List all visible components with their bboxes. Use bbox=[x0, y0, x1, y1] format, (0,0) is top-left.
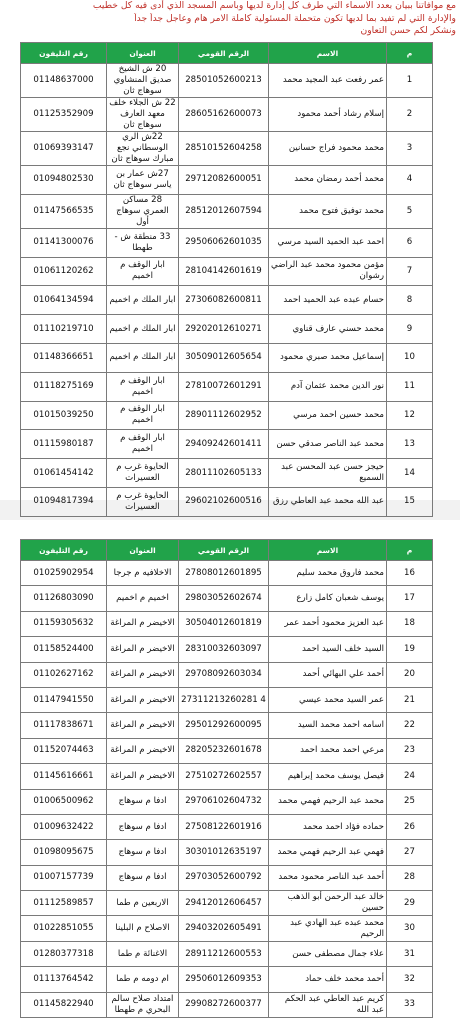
table-row bbox=[21, 992, 433, 1017]
row-national-id: 29712082600051 bbox=[179, 166, 269, 195]
col-header-num: م bbox=[387, 540, 433, 561]
table-row bbox=[21, 967, 433, 992]
row-phone: 01145616661 bbox=[21, 764, 107, 789]
table-row bbox=[21, 916, 433, 941]
table-row bbox=[21, 738, 433, 763]
col-header-phone: رقم التليفون bbox=[21, 43, 107, 64]
row-phone: 01007157739 bbox=[21, 865, 107, 890]
row-address: ابار الوقف م اخميم bbox=[107, 257, 179, 286]
row-address: الاربعين م طما bbox=[107, 891, 179, 916]
row-address: ادفا م سوهاج bbox=[107, 865, 179, 890]
row-phone: 01064134594 bbox=[21, 286, 107, 315]
row-number: 17 bbox=[387, 586, 433, 611]
row-national-id: 27808012601895 bbox=[179, 561, 269, 586]
table-row bbox=[21, 687, 433, 712]
row-address: الاخيضر م المراغة bbox=[107, 637, 179, 662]
row-number: 20 bbox=[387, 662, 433, 687]
row-name: محمد حسين احمد مرسي bbox=[269, 401, 387, 430]
table-row bbox=[21, 430, 433, 459]
table-row bbox=[21, 637, 433, 662]
row-address: اخميم م اخميم bbox=[107, 586, 179, 611]
row-national-id: 29412012606457 bbox=[179, 891, 269, 916]
row-phone: 01145822940 bbox=[21, 992, 107, 1017]
row-name: محمد توفيق فتوح محمد bbox=[269, 194, 387, 228]
row-national-id: 28605162600073 bbox=[179, 98, 269, 132]
row-phone: 01141300076 bbox=[21, 228, 107, 257]
table-row bbox=[21, 789, 433, 814]
table-header-row bbox=[21, 540, 433, 561]
row-name: محمد عبد الرحيم فهمي محمد bbox=[269, 789, 387, 814]
row-phone: 01094802530 bbox=[21, 166, 107, 195]
table-row bbox=[21, 194, 433, 228]
row-national-id: 28512012607594 bbox=[179, 194, 269, 228]
table-row bbox=[21, 459, 433, 488]
row-national-id: 28205232601678 bbox=[179, 738, 269, 763]
row-phone: 01280377318 bbox=[21, 941, 107, 966]
row-address: الاخيضر م المراغة bbox=[107, 713, 179, 738]
row-national-id: 29708092603034 bbox=[179, 662, 269, 687]
row-number: 32 bbox=[387, 967, 433, 992]
col-header-name: الاسم bbox=[269, 540, 387, 561]
row-name: محمد فاروق محمد سليم bbox=[269, 561, 387, 586]
row-number: 26 bbox=[387, 814, 433, 839]
row-address: ابار الملك م اخميم bbox=[107, 286, 179, 315]
table-row bbox=[21, 257, 433, 286]
table-row bbox=[21, 941, 433, 966]
row-number: 5 bbox=[387, 194, 433, 228]
row-name: عبد الله محمد عبد العاطي رزق bbox=[269, 487, 387, 516]
row-address: الحايوة غرب م العسيرات bbox=[107, 459, 179, 488]
row-national-id: 30509012605654 bbox=[179, 343, 269, 372]
row-address: ادفا م سوهاج bbox=[107, 789, 179, 814]
row-phone: 01112589857 bbox=[21, 891, 107, 916]
row-name: محمد عبد الناصر صدقي حسن bbox=[269, 430, 387, 459]
row-national-id: 28510152604258 bbox=[179, 132, 269, 166]
row-phone: 01125352909 bbox=[21, 98, 107, 132]
row-phone: 01113764542 bbox=[21, 967, 107, 992]
row-number: 22 bbox=[387, 713, 433, 738]
row-name: عبد العزيز محمود أحمد عمر bbox=[269, 611, 387, 636]
row-name: محمد محمود فراج حسانين bbox=[269, 132, 387, 166]
row-number: 16 bbox=[387, 561, 433, 586]
row-name: نور الدين محمد عثمان آدم bbox=[269, 372, 387, 401]
row-name: فهمي عبد الرحيم فهمي محمد bbox=[269, 840, 387, 865]
row-name: محمد حسني عارف قناوي bbox=[269, 315, 387, 344]
row-number: 15 bbox=[387, 487, 433, 516]
row-number: 12 bbox=[387, 401, 433, 430]
row-name: عمر السيد محمد عيسي bbox=[269, 687, 387, 712]
row-national-id: 27508122601916 bbox=[179, 814, 269, 839]
row-number: 11 bbox=[387, 372, 433, 401]
note-line-1: مع موافاتنا ببيان بعدد الاسماء التي طرف كل إدارة لديها وباسم المسجد الذي أدى فيه كل خطيب bbox=[92, 0, 456, 11]
row-number: 21 bbox=[387, 687, 433, 712]
row-address: الاصلاح م البلينا bbox=[107, 916, 179, 941]
row-name: علاء جمال مصطفى حسن bbox=[269, 941, 387, 966]
row-phone: 01061120262 bbox=[21, 257, 107, 286]
row-name: محمد أحمد رمضان محمد bbox=[269, 166, 387, 195]
row-address: الاخيضر م المراغة bbox=[107, 738, 179, 763]
col-header-num: م bbox=[387, 43, 433, 64]
row-number: 24 bbox=[387, 764, 433, 789]
row-name: اسامه احمد محمد السيد bbox=[269, 713, 387, 738]
table-row bbox=[21, 865, 433, 890]
table-row bbox=[21, 586, 433, 611]
request-note bbox=[4, 0, 456, 38]
row-name: فيصل يوسف محمد إبراهيم bbox=[269, 764, 387, 789]
row-number: 1 bbox=[387, 64, 433, 98]
row-name: محمد عبده عبد الهادي عبد الرحيم bbox=[269, 916, 387, 941]
table-row bbox=[21, 98, 433, 132]
row-national-id: 27810072601291 bbox=[179, 372, 269, 401]
preachers-table-1 bbox=[20, 42, 433, 517]
table-row bbox=[21, 662, 433, 687]
row-address: ام دومه م طما bbox=[107, 967, 179, 992]
table-row bbox=[21, 343, 433, 372]
row-national-id: 29506062601035 bbox=[179, 228, 269, 257]
row-number: 27 bbox=[387, 840, 433, 865]
col-header-name: الاسم bbox=[269, 43, 387, 64]
row-phone: 01117838671 bbox=[21, 713, 107, 738]
row-address: الاخيضر م المراغة bbox=[107, 764, 179, 789]
note-line-3: ونشكر لكم حسن التعاون bbox=[360, 25, 456, 36]
row-phone: 01115980187 bbox=[21, 430, 107, 459]
row-national-id: 28310032603097 bbox=[179, 637, 269, 662]
row-phone: 01025902954 bbox=[21, 561, 107, 586]
row-number: 25 bbox=[387, 789, 433, 814]
row-address: ادفا م سوهاج bbox=[107, 840, 179, 865]
row-national-id: 29501292600095 bbox=[179, 713, 269, 738]
table-row bbox=[21, 611, 433, 636]
row-phone: 01148637000 bbox=[21, 64, 107, 98]
row-phone: 01094817394 bbox=[21, 487, 107, 516]
col-header-nid: الرقم القومي bbox=[179, 540, 269, 561]
row-number: 14 bbox=[387, 459, 433, 488]
row-phone: 01102627162 bbox=[21, 662, 107, 687]
row-address: الاغنائة م طما bbox=[107, 941, 179, 966]
row-national-id: 29409242601411 bbox=[179, 430, 269, 459]
row-phone: 01022851055 bbox=[21, 916, 107, 941]
row-name: إسماعيل محمد صبري محمود bbox=[269, 343, 387, 372]
col-header-address: العنوان bbox=[107, 540, 179, 561]
table-row bbox=[21, 891, 433, 916]
row-address: الاخلافيه م جرجا bbox=[107, 561, 179, 586]
row-number: 19 bbox=[387, 637, 433, 662]
row-national-id: 29602102600516 bbox=[179, 487, 269, 516]
row-number: 3 bbox=[387, 132, 433, 166]
table-row bbox=[21, 64, 433, 98]
row-phone: 01110219710 bbox=[21, 315, 107, 344]
row-name: كريم عبد العاطي عبد الحكم عبد الله bbox=[269, 992, 387, 1017]
row-number: 13 bbox=[387, 430, 433, 459]
row-national-id: 28104142601619 bbox=[179, 257, 269, 286]
row-national-id: 29506012609353 bbox=[179, 967, 269, 992]
row-number: 6 bbox=[387, 228, 433, 257]
col-header-address: العنوان bbox=[107, 43, 179, 64]
row-number: 18 bbox=[387, 611, 433, 636]
row-phone: 01147941550 bbox=[21, 687, 107, 712]
row-name: أحمد محمد خلف حماد bbox=[269, 967, 387, 992]
row-address: 20 ش الشيخ صديق المنشاوي سوهاج ثان bbox=[107, 64, 179, 98]
row-national-id: 29703052600792 bbox=[179, 865, 269, 890]
col-header-nid: الرقم القومي bbox=[179, 43, 269, 64]
row-name: إسلام رشاد أحمد محمود bbox=[269, 98, 387, 132]
row-phone: 01015039250 bbox=[21, 401, 107, 430]
row-name: حيجز حسن عبد المحسن عبد السميع bbox=[269, 459, 387, 488]
row-national-id: 29908272600377 bbox=[179, 992, 269, 1017]
row-national-id: 30301012635197 bbox=[179, 840, 269, 865]
row-name: أحمد عبد الناصر محمود محمد bbox=[269, 865, 387, 890]
row-address: الاخيضر م المراغة bbox=[107, 611, 179, 636]
table-row bbox=[21, 132, 433, 166]
row-number: 9 bbox=[387, 315, 433, 344]
row-phone: 01061454142 bbox=[21, 459, 107, 488]
row-name: احمد عبد الحميد السيد مرسي bbox=[269, 228, 387, 257]
table-row bbox=[21, 228, 433, 257]
row-address: ابار الوقف م اخميم bbox=[107, 372, 179, 401]
row-address: 28 مساكن العمري سوهاج أول bbox=[107, 194, 179, 228]
row-phone: 01006500962 bbox=[21, 789, 107, 814]
row-address: 33 منطقة ش - طهطا bbox=[107, 228, 179, 257]
row-address: ابار الملك م اخميم bbox=[107, 343, 179, 372]
row-national-id: 27510272602557 bbox=[179, 764, 269, 789]
table-header-row bbox=[21, 43, 433, 64]
row-number: 2 bbox=[387, 98, 433, 132]
row-name: أحمد علي البهائي أحمد bbox=[269, 662, 387, 687]
row-name: عمر رفعت عبد المجيد محمد bbox=[269, 64, 387, 98]
row-phone: 01147566535 bbox=[21, 194, 107, 228]
row-name: السيد خلف السيد احمد bbox=[269, 637, 387, 662]
row-number: 7 bbox=[387, 257, 433, 286]
note-line-2: والإدارة التي لم تفيد بما لديها تكون متحملة المسئولية كاملة الامر هام وعاجل جداً جداً bbox=[134, 12, 456, 24]
row-address: الاخيضر م المراغة bbox=[107, 662, 179, 687]
row-name: خالد عبد الرحمن أبو الذهب حسين bbox=[269, 891, 387, 916]
row-number: 8 bbox=[387, 286, 433, 315]
row-phone: 01098095675 bbox=[21, 840, 107, 865]
row-name: مرعي احمد محمد احمد bbox=[269, 738, 387, 763]
table-row bbox=[21, 315, 433, 344]
row-national-id: 29706102604732 bbox=[179, 789, 269, 814]
row-phone: 01158524400 bbox=[21, 637, 107, 662]
row-national-id: 29202012610271 bbox=[179, 315, 269, 344]
row-address: الحايوة غرب م العسيرات bbox=[107, 487, 179, 516]
row-national-id: 28911212600553 bbox=[179, 941, 269, 966]
table-row bbox=[21, 372, 433, 401]
table-row bbox=[21, 764, 433, 789]
table-row bbox=[21, 814, 433, 839]
row-name: مؤمن محمود محمد عبد الراضي رشوان bbox=[269, 257, 387, 286]
row-number: 28 bbox=[387, 865, 433, 890]
row-phone: 01069393147 bbox=[21, 132, 107, 166]
table-row bbox=[21, 166, 433, 195]
row-phone: 01152074463 bbox=[21, 738, 107, 763]
row-number: 30 bbox=[387, 916, 433, 941]
row-national-id: 29403202605491 bbox=[179, 916, 269, 941]
table-row bbox=[21, 561, 433, 586]
row-national-id: 28501052600213 bbox=[179, 64, 269, 98]
row-number: 31 bbox=[387, 941, 433, 966]
row-address: 27ش عمار بن ياسر سوهاج ثان bbox=[107, 166, 179, 195]
row-national-id: 28901112602952 bbox=[179, 401, 269, 430]
row-number: 10 bbox=[387, 343, 433, 372]
col-header-phone: رقم التليفون bbox=[21, 540, 107, 561]
row-phone: 01159305632 bbox=[21, 611, 107, 636]
row-national-id: 29803052602674 bbox=[179, 586, 269, 611]
row-phone: 01009632422 bbox=[21, 814, 107, 839]
table-row bbox=[21, 840, 433, 865]
sheet-page-2 bbox=[0, 520, 460, 1024]
row-phone: 01148366651 bbox=[21, 343, 107, 372]
table-row bbox=[21, 487, 433, 516]
row-number: 4 bbox=[387, 166, 433, 195]
row-national-id: 28011102605133 bbox=[179, 459, 269, 488]
row-number: 23 bbox=[387, 738, 433, 763]
row-address: ابار الوقف م اخميم bbox=[107, 401, 179, 430]
row-name: يوسف شعبان كامل زارع bbox=[269, 586, 387, 611]
row-national-id: 30504012601819 bbox=[179, 611, 269, 636]
row-address: 22 ش الجلاء خلف معهد العارف سوهاج ثان bbox=[107, 98, 179, 132]
row-phone: 01126803090 bbox=[21, 586, 107, 611]
table-row bbox=[21, 713, 433, 738]
table-row bbox=[21, 401, 433, 430]
row-address: ادفا م سوهاج bbox=[107, 814, 179, 839]
row-address: امتداد صلاح سالم البحري م طهطا bbox=[107, 992, 179, 1017]
row-national-id: 27311213260281 4 bbox=[179, 687, 269, 712]
row-phone: 01118275169 bbox=[21, 372, 107, 401]
row-address: ابار الوقف م اخميم bbox=[107, 430, 179, 459]
row-name: حماده فؤاد احمد محمد bbox=[269, 814, 387, 839]
preachers-table-2 bbox=[20, 539, 433, 1018]
row-name: حسام عبده عبد الحميد احمد bbox=[269, 286, 387, 315]
row-address: ابار الملك م اخميم bbox=[107, 315, 179, 344]
row-national-id: 27306082600811 bbox=[179, 286, 269, 315]
row-address: الاخيضر م المراغة bbox=[107, 687, 179, 712]
row-address: 22ش الري الوسطاني نجع مبارك سوهاج ثان bbox=[107, 132, 179, 166]
row-number: 29 bbox=[387, 891, 433, 916]
row-number: 33 bbox=[387, 992, 433, 1017]
table-row bbox=[21, 286, 433, 315]
